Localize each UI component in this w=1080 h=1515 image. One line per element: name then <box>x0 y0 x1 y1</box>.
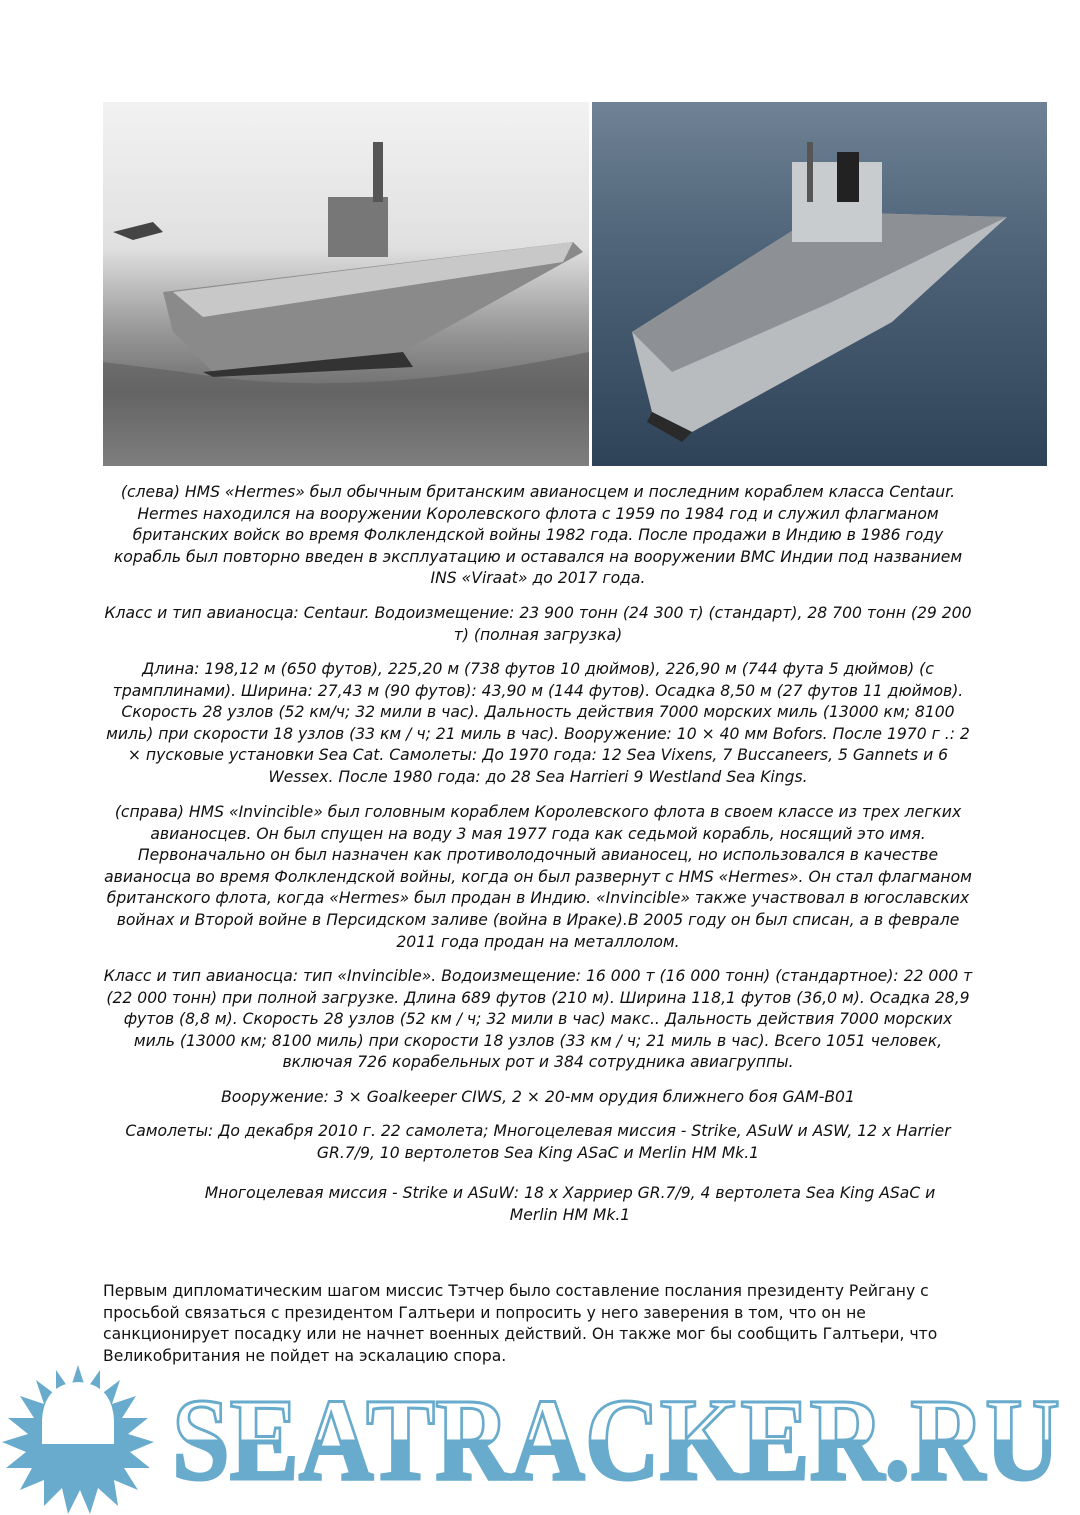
caption-invincible-armament: Вооружение: 3 × Goalkeeper CIWS, 2 × 20-мм орудия ближнего боя GAM-B01 <box>221 1088 855 1106</box>
caption-hermes: (слева) HMS «Hermes» был обычным британским авианосцем и последним кораблем класса Centaur. Hermes находился на вооружении Королевского флота с 1959 по 1984 год и служил флагманом британских войск во время Фолклендской войны 1982 года. После продажи в Индию в 1986 году корабль был повторно введен в эксплуатацию и оставался на вооружении ВМС Индии под названием INS «Viraat» до 2017 года. <box>113 483 963 588</box>
caption-hermes-class: Класс и тип авианосца: Centaur. Водоизмещение: 23 900 тонн (24 300 т) (стандарт), 28 700 тонн (29 200 т) (полная загрузка) <box>104 604 972 644</box>
caption-invincible-aircraft: Самолеты: До декабря 2010 г. 22 самолета; Многоцелевая миссия - Strike, ASuW и ASW, 12 x Harrier GR.7/9, 10 вертолетов Sea King ASaC и Merlin HM Mk.1 <box>125 1122 951 1162</box>
body-paragraph: Первым дипломатическим шагом миссис Тэтчер было составление послания президенту Рейгану с просьбой связаться с президентом Галтьери и попросить у него заверения в том, что он не санкционирует посадку или не начнет военных действий. Он также мог бы сообщить Галтьери, что Великобритания не пойдет на эскалацию спора. <box>103 1282 938 1365</box>
caption-hermes-specs: Длина: 198,12 м (650 футов), 225,20 м (738 футов 10 дюймов), 226,90 м (744 фута 5 дюймов) (с трамплинами). Ширина: 27,43 м (90 футов): 43,90 м (144 футов). Осадка 8,50 м (27 футов 11 дюймов). Скорость 28 узлов (52 км/ч; 32 мили в час). Дальность действия 7000 морских миль (13000 км; 8100 миль) при скорости 18 узлов (33 км / ч; 21 миль в час). Вооружение: 10 × 40 мм Bofors. После 1970 г .: 2 × пусковые установки Sea Cat. Самолеты: До 1970 года: 12 Sea Vixens, 7 Buccaneers, 5 Gannets и 6 Wessex. После 1980 года: до 28 Sea Harrieri 9 Westland Sea Kings. <box>106 660 970 786</box>
seatracker-logo <box>0 1362 1080 1515</box>
photo-hms-hermes <box>103 102 589 466</box>
logo-text: SEATRACKER.RU <box>172 1374 1060 1505</box>
caption-invincible: (справа) HMS «Invincible» был головным кораблем Королевского флота в своем классе из трех легких авианосцев. Он был спущен на воду 3 мая 1977 года как седьмой корабль, носящий это имя. Первоначально он был назначен как противолодочный авианосец, но использовался в качестве авианосца во время Фолклендской войны, когда он был развернут с HMS «Hermes». Он стал флагманом британского флота, когда «Hermes» был продан в Индию. «Invincible» также участвовал в югославских войнах и Второй войне в Персидском заливе (война в Ираке).В 2005 году он был списан, а в феврале 2011 года продан на металлолом. <box>104 803 972 951</box>
caption-invincible-class: Класс и тип авианосца: тип «Invincible». Водоизмещение: 16 000 т (16 000 тонн) (стандартное): 22 000 т (22 000 тонн) при полной загрузке. Длина 689 футов (210 м). Ширина 118,1 футов (36,0 м). Осадка 28,9 футов (8,8 м). Скорость 28 узлов (52 км / ч; 32 мили в час) макс.. Дальность действия 7000 морских миль (13000 км; 8100 миль) при скорости 18 узлов (33 км / ч; 21 миль в час). Всего 1051 человек, включая 726 корабельных рот и 384 сотрудника авиагруппы. <box>103 967 973 1072</box>
caption-invincible-multirole: Многоцелевая миссия - Strike и ASuW: 18 x Харриер GR.7/9, 4 вертолета Sea King ASaC и Merlin HM Mk.1 <box>204 1184 936 1224</box>
sunburst-icon <box>2 1365 154 1514</box>
photo-hms-invincible <box>592 102 1047 466</box>
